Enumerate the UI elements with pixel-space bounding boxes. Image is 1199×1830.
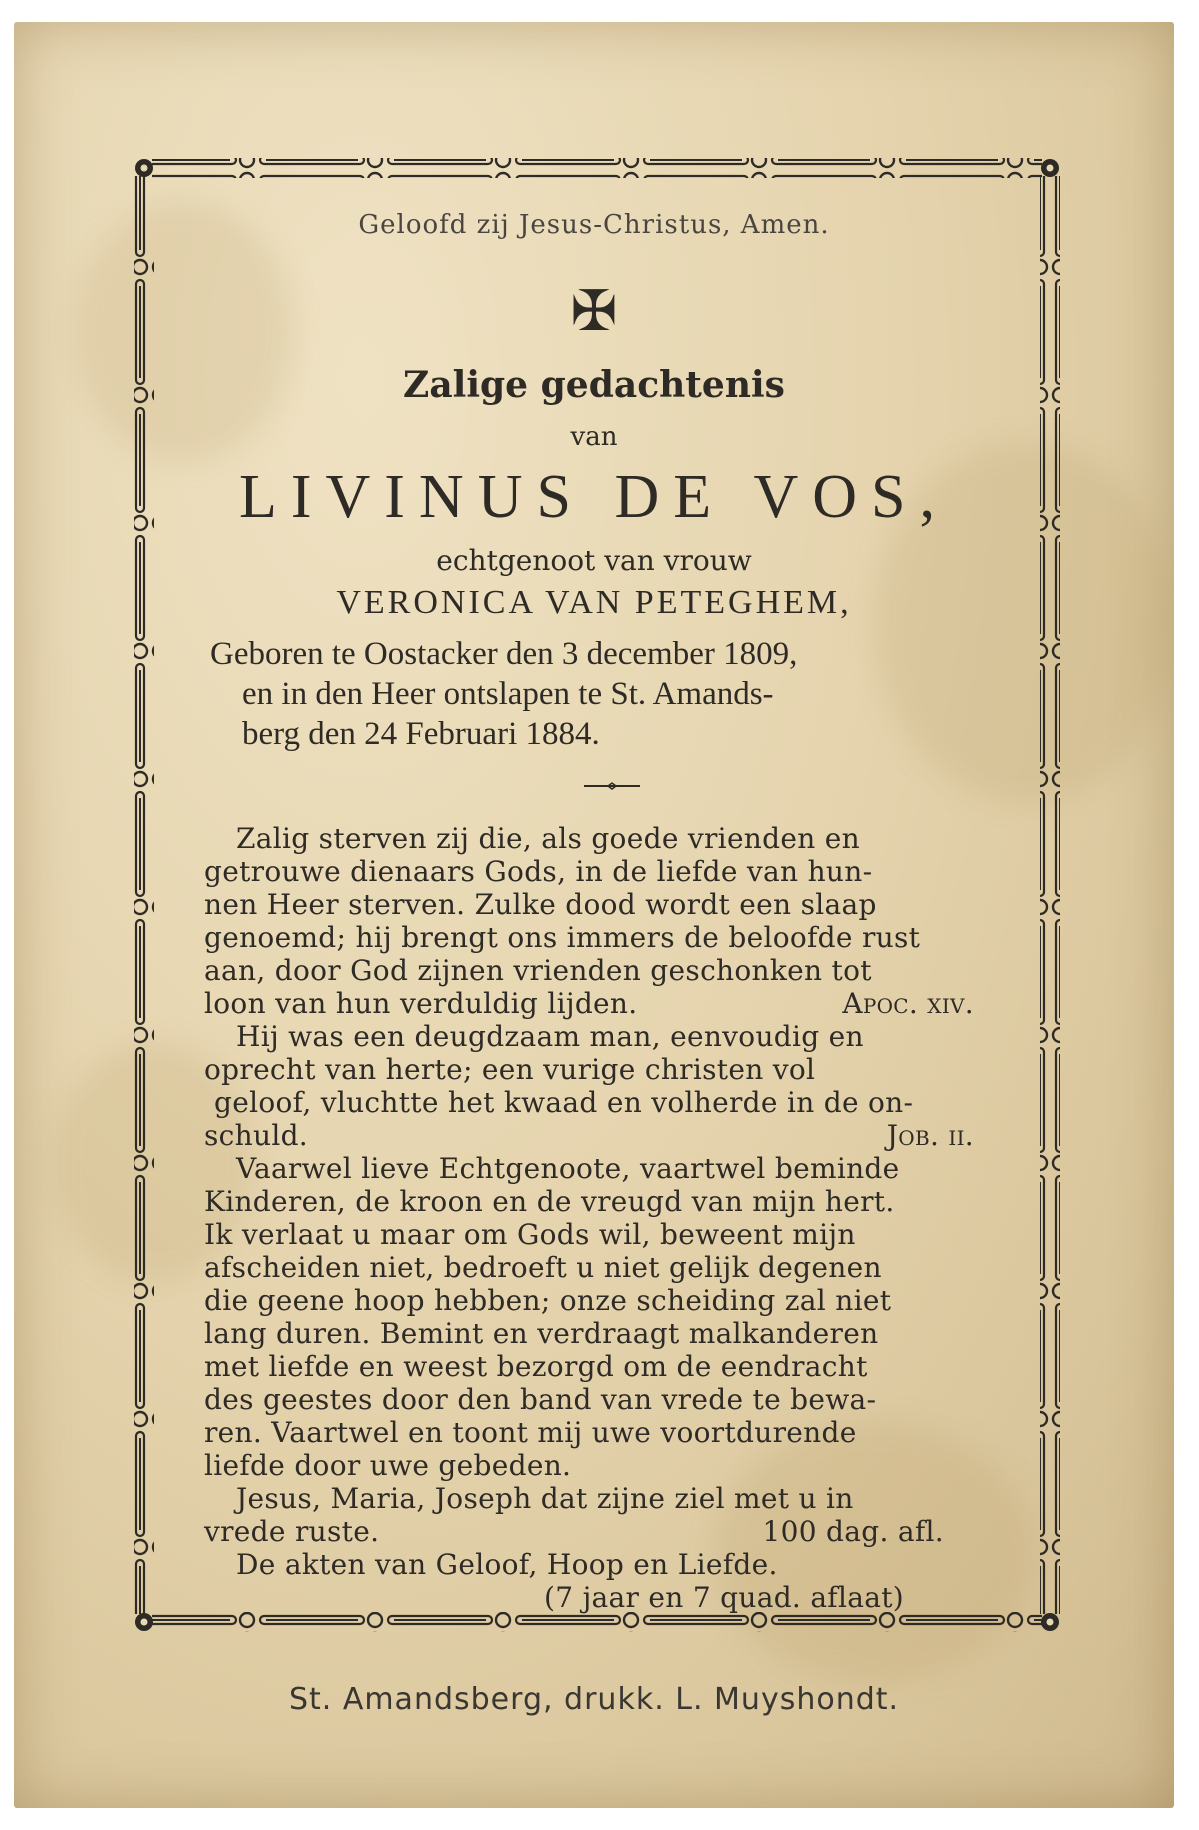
printer-imprint: St. Amandsberg, drukk. L. Muyshondt. [288, 1682, 900, 1717]
blessing-line: Geloofd zij Jesus-Christus, Amen. [358, 210, 830, 240]
text-line: Jesus, Maria, Joseph dat zijne ziel met u in [236, 1482, 854, 1515]
obituary-text [204, 822, 1014, 1614]
memorial-heading: Zalige gedachtenis [403, 364, 785, 406]
text-line: Zalig sterven zij die, als goede vrienden en [236, 822, 860, 855]
text-line: des geestes door den band van vrede te bewa- [204, 1383, 877, 1416]
text-line: getrouwe dienaars Gods, in de liefde van hun- [204, 855, 873, 888]
bio-line: en in den Heer ontslapen te St. Amands- [242, 676, 774, 712]
cross-icon: ✠ [570, 279, 618, 344]
text-line: ren. Vaartwel en toont mij uwe voortdurende [204, 1416, 857, 1449]
text-line: Vaarwel lieve Echtgenoote, vaartwel beminde [236, 1152, 900, 1185]
text-line: loon van hun verduldig lijden. Apoc. xiv. [204, 987, 974, 1020]
text-line: genoemd; hij brengt ons immers de beloofde rust [204, 921, 921, 954]
text-line: aan, door God zijnen vrienden geschonken tot [204, 954, 872, 987]
indulgence-note: 100 dag. afl. [762, 1515, 944, 1548]
spouse-name: VERONICA VAN PETEGHEM, [336, 584, 852, 621]
van-label: van [570, 422, 618, 452]
text-line: De akten van Geloof, Hoop en Liefde. [236, 1548, 778, 1581]
text-line: Hij was een deugdzaam man, eenvoudig en [236, 1020, 864, 1053]
text-line: oprecht van herte; een vurige christen vol [204, 1053, 816, 1086]
text-line: geloof, vluchtte het kwaad en volherde in de on- [214, 1086, 914, 1119]
text-line: Ik verlaat u maar om Gods wil, beweent mijn [204, 1218, 856, 1251]
memorial-card [14, 22, 1174, 1808]
separator-ornament [584, 782, 640, 790]
bio-line: berg den 24 Februari 1884. [242, 716, 600, 752]
indulgence-note: (7 jaar en 7 quad. aflaat) [544, 1581, 904, 1614]
spouse-label: echtgenoot van vrouw [436, 544, 752, 577]
biography [210, 634, 1010, 754]
text-line [204, 1581, 1014, 1614]
scripture-reference: Apoc. xiv. [842, 987, 974, 1020]
text-line: lang duren. Bemint en verdraagt malkanderen [204, 1317, 879, 1350]
text-line: die geene hoop hebben; onze scheiding zal niet [204, 1284, 892, 1317]
text-line: liefde door uwe gebeden. [204, 1449, 572, 1482]
bio-line: Geboren te Oostacker den 3 december 1809, [210, 636, 798, 672]
text-line: nen Heer sterven. Zulke dood wordt een slaap [204, 888, 877, 921]
text-line: Kinderen, de kroon en de vreugd van mijn hert. [204, 1185, 895, 1218]
text-line: met liefde en weest bezorgd om de eendracht [204, 1350, 868, 1383]
deceased-name: LIVINUS DE VOS, [238, 463, 950, 531]
text-line: vrede ruste. 100 dag. afl. [204, 1515, 944, 1548]
scripture-reference: Job. ii. [886, 1119, 974, 1152]
text-line: schuld. Job. ii. [204, 1119, 974, 1152]
text-line: afscheiden niet, bedroeft u niet gelijk degenen [204, 1251, 882, 1284]
